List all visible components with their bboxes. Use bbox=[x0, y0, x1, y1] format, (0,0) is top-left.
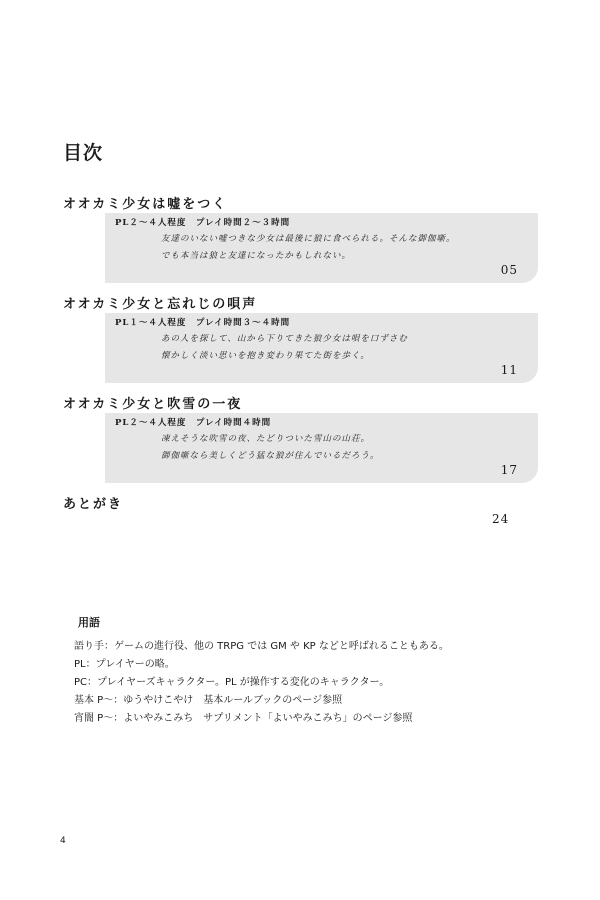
entry-meta: PL１～４人程度 プレイ時間３～４時間 bbox=[115, 318, 291, 328]
entry-title: あとがき bbox=[63, 497, 124, 512]
entry-summary-box bbox=[105, 213, 538, 283]
entry-meta: PL２～４人程度 プレイ時間４時間 bbox=[115, 418, 272, 428]
entry-title: オオカミ少女は嘘をつく bbox=[63, 197, 228, 212]
entry-desc-line: あの人を探して、山から下りてきた狼少女は唄を口ずさむ bbox=[161, 334, 408, 344]
entry-summary-box bbox=[105, 313, 538, 383]
glossary-item: 語り手：ゲームの進行役、他の TRPG では GM や KP などと呼ばれることもある。 bbox=[74, 641, 449, 652]
toc-title: 目次 bbox=[63, 142, 104, 164]
entry-title: オオカミ少女と忘れじの唄声 bbox=[63, 297, 258, 312]
entry-desc-line: 友達のいない嘘つきな少女は最後に狼に食べられる。そんな御伽噺。 bbox=[161, 234, 456, 244]
toc-entry-afterword[interactable] bbox=[63, 493, 538, 513]
toc-entry-3[interactable] bbox=[63, 393, 538, 483]
glossary-item: 宵闇 P～：よいやみこみち サプリメント「よいやみこみち」のページ参照 bbox=[74, 713, 413, 724]
entry-page-number: 11 bbox=[500, 363, 518, 377]
toc-entry-2[interactable] bbox=[63, 293, 538, 383]
entry-desc-line: でも本当は狼と友達になったかもしれない。 bbox=[161, 251, 352, 261]
glossary-item: PC：プレイヤーズキャラクター。PL が操作する変化のキャラクター。 bbox=[74, 677, 390, 688]
glossary-item: 基本 P～：ゆうやけこやけ 基本ルールブックのページ参照 bbox=[74, 695, 343, 706]
entry-page-number: 17 bbox=[500, 463, 518, 477]
entry-page-number: 05 bbox=[500, 263, 518, 277]
glossary-heading: 用語 bbox=[78, 616, 100, 629]
glossary bbox=[74, 614, 449, 728]
entry-desc-line: 懐かしく淡い思いを抱き変わり果てた街を歩く。 bbox=[161, 351, 370, 361]
glossary-item: PL：プレイヤーの略。 bbox=[74, 659, 175, 670]
entry-desc-line: 御伽噺なら美しくどう猛な狼が住んでいるだろう。 bbox=[161, 451, 380, 461]
page-number: 4 bbox=[60, 836, 66, 846]
toc-entry-1[interactable] bbox=[63, 193, 538, 283]
entry-desc-line: 凍えそうな吹雪の夜、たどりついた雪山の山荘。 bbox=[161, 434, 371, 444]
entry-title: オオカミ少女と吹雪の一夜 bbox=[63, 397, 243, 412]
entry-page-number: 24 bbox=[492, 512, 510, 526]
entry-summary-box bbox=[105, 413, 538, 483]
entry-meta: PL２～４人程度 プレイ時間２～３時間 bbox=[115, 218, 291, 228]
